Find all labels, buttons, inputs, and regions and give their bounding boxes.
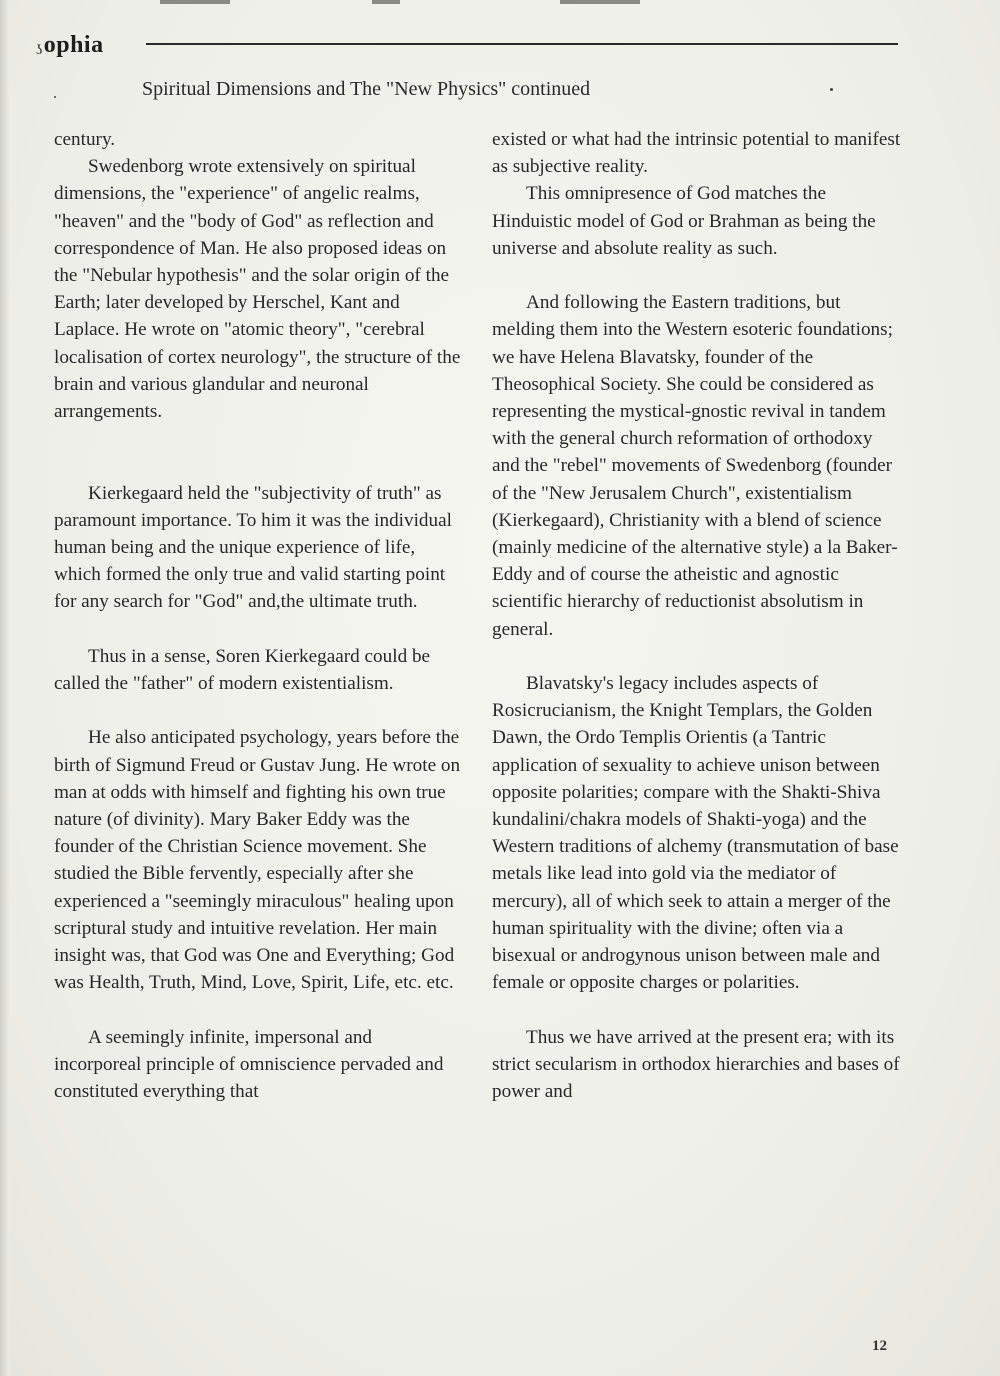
paragraph: century. <box>54 129 116 150</box>
page-number: 12 <box>872 1338 887 1354</box>
masthead-rule <box>146 43 898 45</box>
paragraph: He also anticipated psychology, years before the birth of Sigmund Freud or Gustav Jung. He wrote on man at odds with himself and fighting his own true nature (of divinity). Mary Baker Eddy was the founder of the Christian Science movement. She studied the Bible fervently, especially after she experienced a "seemingly miraculous" healing upon scriptural study and intuitive revelation. Her main insight was, that God was One and Everything; God was Health, Truth, Mind, Love, Spirit, Life, etc. etc. <box>54 727 461 994</box>
masthead <box>36 32 104 59</box>
running-title: Spiritual Dimensions and The "New Physics" continued <box>142 78 591 100</box>
paragraph: Thus we have arrived at the present era; with its strict secularism in orthodox hierarchies and bases of power and <box>492 1026 900 1103</box>
masthead-title: ophia <box>43 32 104 58</box>
paragraph: Blavatsky's legacy includes aspects of Rosicrucianism, the Knight Templars, the Golden Dawn, the Ordo Templis Orientis (a Tantric application of sexuality to achieve unison between opposite polarities; compare with the Shakti-Shiva kundalini/chakra models of Shakti-yoga) and the Western traditions of alchemy (transmutation of base metals like lead into gold via the mediator of mercury), all of which seek to attain a merger of the human spirituality with the divine; often via a bisexual or androgynous unison between male and female or opposite charges or polarities. <box>492 673 899 994</box>
top-edge-mark-middle <box>372 0 400 4</box>
paragraph: Kierkegaard held the "subjectivity of truth" as paramount importance. To him it was the individual human being and the unique experience of life, which formed the only true and valid starting point for any search for "God" and,the ultimate truth. <box>54 482 452 613</box>
top-edge-mark-right <box>560 0 640 4</box>
left-column <box>54 126 464 1105</box>
right-column <box>492 126 904 1105</box>
paragraph: existed or what had the intrinsic potential to manifest as subjective reality. <box>492 129 901 178</box>
paragraph: Swedenborg wrote extensively on spiritual dimensions, the "experience" of angelic realms, "heaven" and the "body of God" as reflection and correspondence of Man. He also proposed ideas on the "Nebular hypothesis" and the solar origin of the Earth; later developed by Herschel, Kant and Laplace. He wrote on "atomic theory", "cerebral localisation of cortex neurology", the structure of the brain and various glandular and neuronal arrangements. <box>54 156 461 423</box>
speck-mark <box>830 88 833 91</box>
paragraph: And following the Eastern traditions, but melding them into the Western esoteric foundations; we have Helena Blavatsky, founder of the Theosophical Society. She could be considered as representing the mystical-gnostic revival in tandem with the general church reformation of orthodoxy and the "rebel" movements of Swedenborg (founder of the "New Jerusalem Church", existentialism (Kierkegaard), Christianity with a blend of science (mainly medicine of the alternative style) a la Baker-Eddy and of course the atheistic and agnostic scientific hierarchy of reductionist absolutism in general. <box>492 292 898 640</box>
masthead-prefix: ʖ <box>36 43 43 58</box>
paragraph: This omnipresence of God matches the Hinduistic model of God or Brahman as being the universe and absolute reality as such. <box>492 183 876 259</box>
speck-mark-left <box>54 96 56 98</box>
page-left-edge <box>0 0 10 1376</box>
paragraph: Thus in a sense, Soren Kierkegaard could be called the "father" of modern existentialism. <box>54 645 431 695</box>
top-edge-mark-left <box>160 0 230 4</box>
paragraph: A seemingly infinite, impersonal and incorporeal principle of omniscience pervaded and constituted everything that <box>54 1026 444 1103</box>
